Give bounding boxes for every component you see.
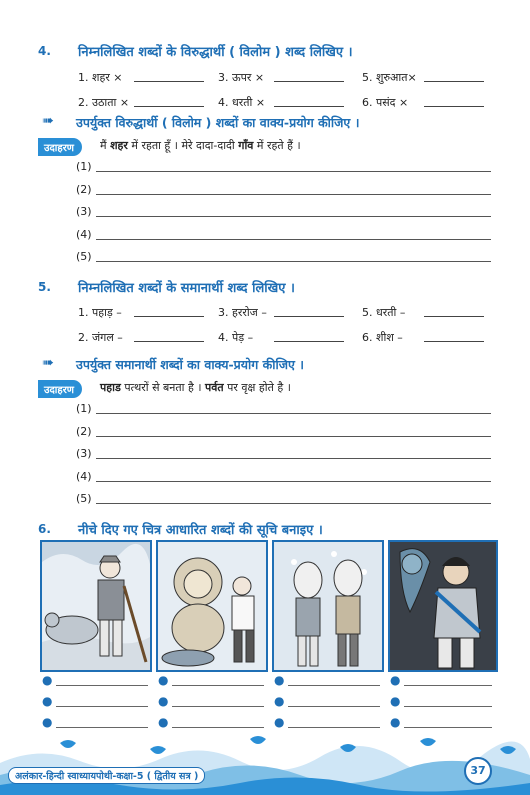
q4-line-number: (4) bbox=[76, 227, 92, 241]
q4-example-badge: उदाहरण bbox=[38, 138, 82, 156]
q4-number: 4. bbox=[38, 44, 51, 58]
q5-word-2: 3. हररोज – bbox=[218, 306, 267, 319]
bullet-icon: ● bbox=[158, 694, 169, 708]
q5-line-number: (2) bbox=[76, 424, 92, 438]
picture-warrior-with-demon bbox=[388, 540, 498, 672]
q5-word-6: 6. शीश – bbox=[362, 331, 403, 344]
page-number: 37 bbox=[464, 757, 492, 785]
q4-usage-title: उपर्युक्त विरुद्धार्थी ( विलोम ) शब्दों का वाक्य-प्रयोग कीजिए । bbox=[76, 115, 360, 130]
q5-answer-line[interactable] bbox=[96, 457, 491, 459]
q4-word-2: 3. ऊपर × bbox=[218, 71, 265, 84]
q5-example-bold2: पर्वत bbox=[205, 381, 224, 394]
bullet-icon: ● bbox=[390, 694, 401, 708]
q4-answer-line[interactable] bbox=[96, 193, 491, 195]
q5-word-1: 1. पहाड़ – bbox=[78, 306, 122, 319]
q5-line-number: (1) bbox=[76, 402, 92, 415]
q4-answer-blank-1[interactable] bbox=[134, 80, 204, 82]
q4-line-number: (2) bbox=[76, 182, 92, 196]
bullet-icon: ● bbox=[42, 694, 53, 708]
q5-answer-line[interactable] bbox=[96, 412, 491, 414]
q4-answer-line[interactable] bbox=[96, 260, 491, 262]
q5-answer-blank-5[interactable] bbox=[274, 340, 344, 342]
q6-answer-line-4-1[interactable] bbox=[404, 684, 492, 686]
q4-example-sentence bbox=[100, 138, 301, 153]
arrow-icon: ➠ bbox=[42, 113, 54, 129]
q5-answer-blank-2[interactable] bbox=[274, 315, 344, 317]
q4-example-bold2: गाँव bbox=[238, 139, 254, 152]
q6-answer-line-3-1[interactable] bbox=[288, 684, 380, 686]
q4-answer-blank-3[interactable] bbox=[424, 80, 484, 82]
q4-answer-line[interactable] bbox=[96, 170, 491, 172]
q5-example-badge: उदाहरण bbox=[38, 380, 82, 398]
q6-answer-line-4-2[interactable] bbox=[404, 705, 492, 707]
q6-answer-line-1-3[interactable] bbox=[56, 726, 148, 728]
q6-number: 6. bbox=[38, 522, 51, 536]
q6-title: नीचे दिए गए चित्र आधारित शब्दों की सूचि बनाइए । bbox=[78, 523, 323, 538]
q4-answer-blank-5[interactable] bbox=[274, 105, 344, 107]
q6-answer-line-1-1[interactable] bbox=[56, 684, 148, 686]
q4-word-1: 1. शहर × bbox=[78, 71, 123, 84]
q4-answer-blank-2[interactable] bbox=[274, 80, 344, 82]
q6-answer-line-2-3[interactable] bbox=[172, 726, 264, 728]
q5-answer-blank-4[interactable] bbox=[134, 340, 204, 342]
q5-answer-line[interactable] bbox=[96, 435, 491, 437]
q5-title: निम्नलिखित शब्दों के समानार्थी शब्द लिखिए । bbox=[78, 281, 295, 296]
bullet-icon: ● bbox=[390, 715, 401, 729]
q6-answer-line-1-2[interactable] bbox=[56, 705, 148, 707]
q5-example-sentence bbox=[100, 380, 291, 395]
picture-two-goats bbox=[272, 540, 384, 672]
q4-line-number: (1) bbox=[76, 160, 92, 173]
q6-answer-line-4-3[interactable] bbox=[404, 726, 492, 728]
q4-example-bold1: शहर bbox=[110, 139, 128, 152]
q5-example-mid: पत्थरों से बनता है । bbox=[124, 381, 202, 394]
q5-example-bold1: पहाड bbox=[100, 381, 121, 394]
q4-title: निम्नलिखित शब्दों के विरुद्धार्थी ( विलोम ) शब्द लिखिए । bbox=[78, 45, 353, 60]
q5-word-3: 5. धरती – bbox=[362, 306, 406, 319]
q4-example-pre: मैं bbox=[100, 139, 107, 152]
q5-answer-blank-3[interactable] bbox=[424, 315, 484, 317]
q4-word-3: 5. शुरुआत× bbox=[362, 71, 417, 84]
bullet-icon: ● bbox=[42, 673, 53, 687]
q4-line-number: (5) bbox=[76, 250, 92, 263]
q4-word-5: 4. धरती × bbox=[218, 96, 266, 109]
q4-example-mid: में रहता हूँ । मेरे दादा-दादी bbox=[131, 139, 235, 152]
footer-book-title: अलंकार-हिन्दी स्वाध्यायपोथी-कक्षा-5 ( द्वितीय सत्र ) bbox=[8, 767, 205, 784]
q6-answer-line-3-3[interactable] bbox=[288, 726, 380, 728]
picture-lion-and-boy bbox=[156, 540, 268, 672]
bullet-icon: ● bbox=[274, 673, 285, 687]
q5-line-number: (3) bbox=[76, 447, 92, 460]
q5-answer-blank-1[interactable] bbox=[134, 315, 204, 317]
q5-example-post: पर वृक्ष होते है । bbox=[227, 381, 291, 394]
footer-wave-decoration bbox=[0, 735, 530, 795]
q6-answer-line-2-2[interactable] bbox=[172, 705, 264, 707]
bullet-icon: ● bbox=[274, 694, 285, 708]
q4-answer-blank-6[interactable] bbox=[424, 105, 484, 107]
q4-answer-blank-4[interactable] bbox=[134, 105, 204, 107]
q5-number: 5. bbox=[38, 280, 51, 294]
q5-answer-line[interactable] bbox=[96, 480, 491, 482]
q5-usage-title: उपर्युक्त समानार्थी शब्दों का वाक्य-प्रयोग कीजिए । bbox=[76, 357, 305, 372]
q4-line-number: (3) bbox=[76, 205, 92, 218]
bullet-icon: ● bbox=[158, 673, 169, 687]
q5-line-number: (4) bbox=[76, 469, 92, 483]
q5-line-number: (5) bbox=[76, 492, 92, 505]
bullet-icon: ● bbox=[42, 715, 53, 729]
q5-answer-blank-6[interactable] bbox=[424, 340, 484, 342]
q4-word-4: 2. उठाता × bbox=[78, 96, 130, 109]
q6-answer-line-2-1[interactable] bbox=[172, 684, 264, 686]
q5-word-4: 2. जंगल – bbox=[78, 331, 123, 344]
bullet-icon: ● bbox=[274, 715, 285, 729]
q5-word-5: 4. पेड़ – bbox=[218, 331, 254, 344]
bullet-icon: ● bbox=[390, 673, 401, 687]
q6-answer-line-3-2[interactable] bbox=[288, 705, 380, 707]
picture-farmer-with-cow bbox=[40, 540, 152, 672]
q4-answer-line[interactable] bbox=[96, 215, 491, 217]
q5-answer-line[interactable] bbox=[96, 502, 491, 504]
bullet-icon: ● bbox=[158, 715, 169, 729]
q4-example-post: में रहते हैं । bbox=[256, 139, 301, 152]
q4-answer-line[interactable] bbox=[96, 238, 491, 240]
q4-word-6: 6. पसंद × bbox=[362, 96, 409, 109]
arrow-icon: ➠ bbox=[42, 355, 54, 371]
